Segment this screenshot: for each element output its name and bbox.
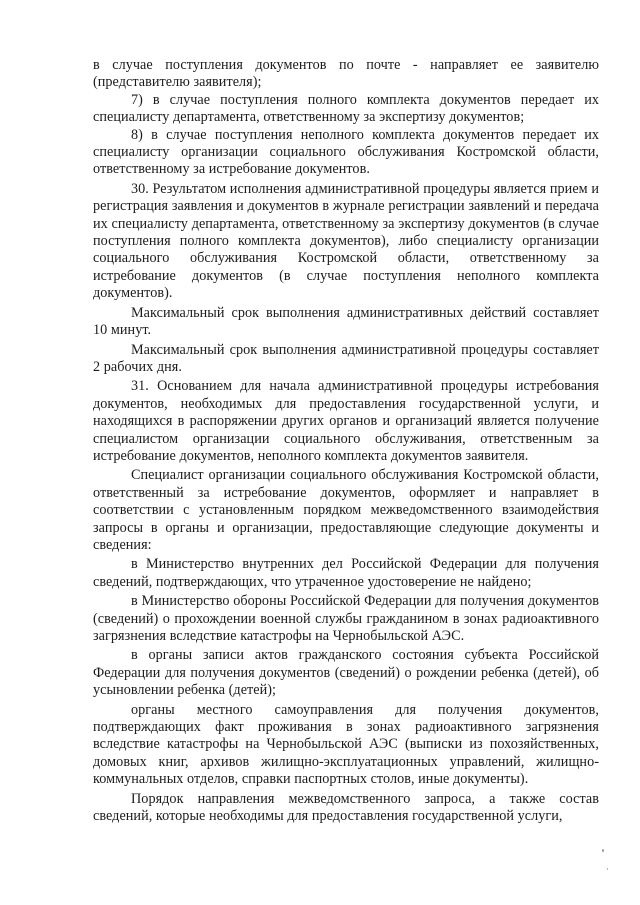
paragraph-item-7: 7) в случае поступления полного комплекта документов передает их специалисту департамента, ответственному за экспертизу документов; (93, 91, 599, 126)
paragraph-30-result: 30. Результатом исполнения административной процедуры является прием и регистрация заявления и документов в журнале регистрации заявлений и передача их специалисту департамента, ответственному за экспертизу документов (в случае поступления полного комплекта документов), либо специалисту организации социального обслуживания Костромской области, ответственному за истребование документов (в случае поступления неполного комплекта документов). (93, 180, 599, 302)
paragraph-31-basis: 31. Основанием для начала административной процедуры истребования документов, необходимых для предоставления государственной услуги, и находящихся в распоряжении других органов и организаций является получение специалистом организации социального обслуживания, ответственным за истребование документов, неполного комплекта документов заявителя. (93, 378, 599, 464)
paragraph-local-government: органы местного самоуправления для получения документов, подтверждающих факт проживания в зонах радиоактивного загрязнения вследствие катастрофы на Чернобыльской АЭС (выписки из похозяйственных, домовых книг, архивов жилищно-эксплуатационных управлений, жилищно-коммунальных отделов, справки паспортных столов, иные документы). (93, 701, 599, 788)
paragraph-civil-registry: в органы записи актов гражданского состояния субъекта Российской Федерации для получения документов (сведений) о рождении ребенка (детей), об усыновлении ребенка (детей); (93, 647, 599, 699)
paragraph-mail-return: в случае поступления документов по почте - направляет ее заявителю (представителю заявителя); (93, 57, 599, 91)
paragraph-ministry-defense: в Министерство обороны Российской Федерации для получения документов (сведений) о прохождении военной службы гражданином в зонах радиоактивного загрязнения вследствие катастрофы на Чернобыльской АЭС. (93, 593, 599, 644)
paragraph-max-procedure-time: Максимальный срок выполнения административной процедуры составляет 2 рабочих дня. (93, 341, 599, 375)
document-body (93, 57, 599, 825)
scan-speck (607, 868, 608, 870)
paragraph-request-procedure: Порядок направления межведомственного запроса, а также состав сведений, которые необходимы для предоставления государственной услуги, (93, 790, 599, 825)
paragraph-item-8: 8) в случае поступления неполного комплекта документов передает их специалисту организации социального обслуживания Костромской области, ответственному за истребование документов. (93, 126, 599, 178)
paragraph-max-actions-time: Максимальный срок выполнения административных действий составляет 10 минут. (93, 304, 599, 339)
paragraph-specialist-requests: Специалист организации социального обслуживания Костромской области, ответственный за истребование документов, оформляет и направляет в соответствии с установленным порядком межведомственного взаимодействия запросы в органы и организации, предоставляющие следующие документы и сведения: (93, 467, 599, 553)
paragraph-ministry-interior: в Министерство внутренних дел Российской Федерации для получения сведений, подтверждающих, что утраченное удостоверение не найдено; (93, 556, 599, 590)
scan-speck (602, 849, 604, 852)
